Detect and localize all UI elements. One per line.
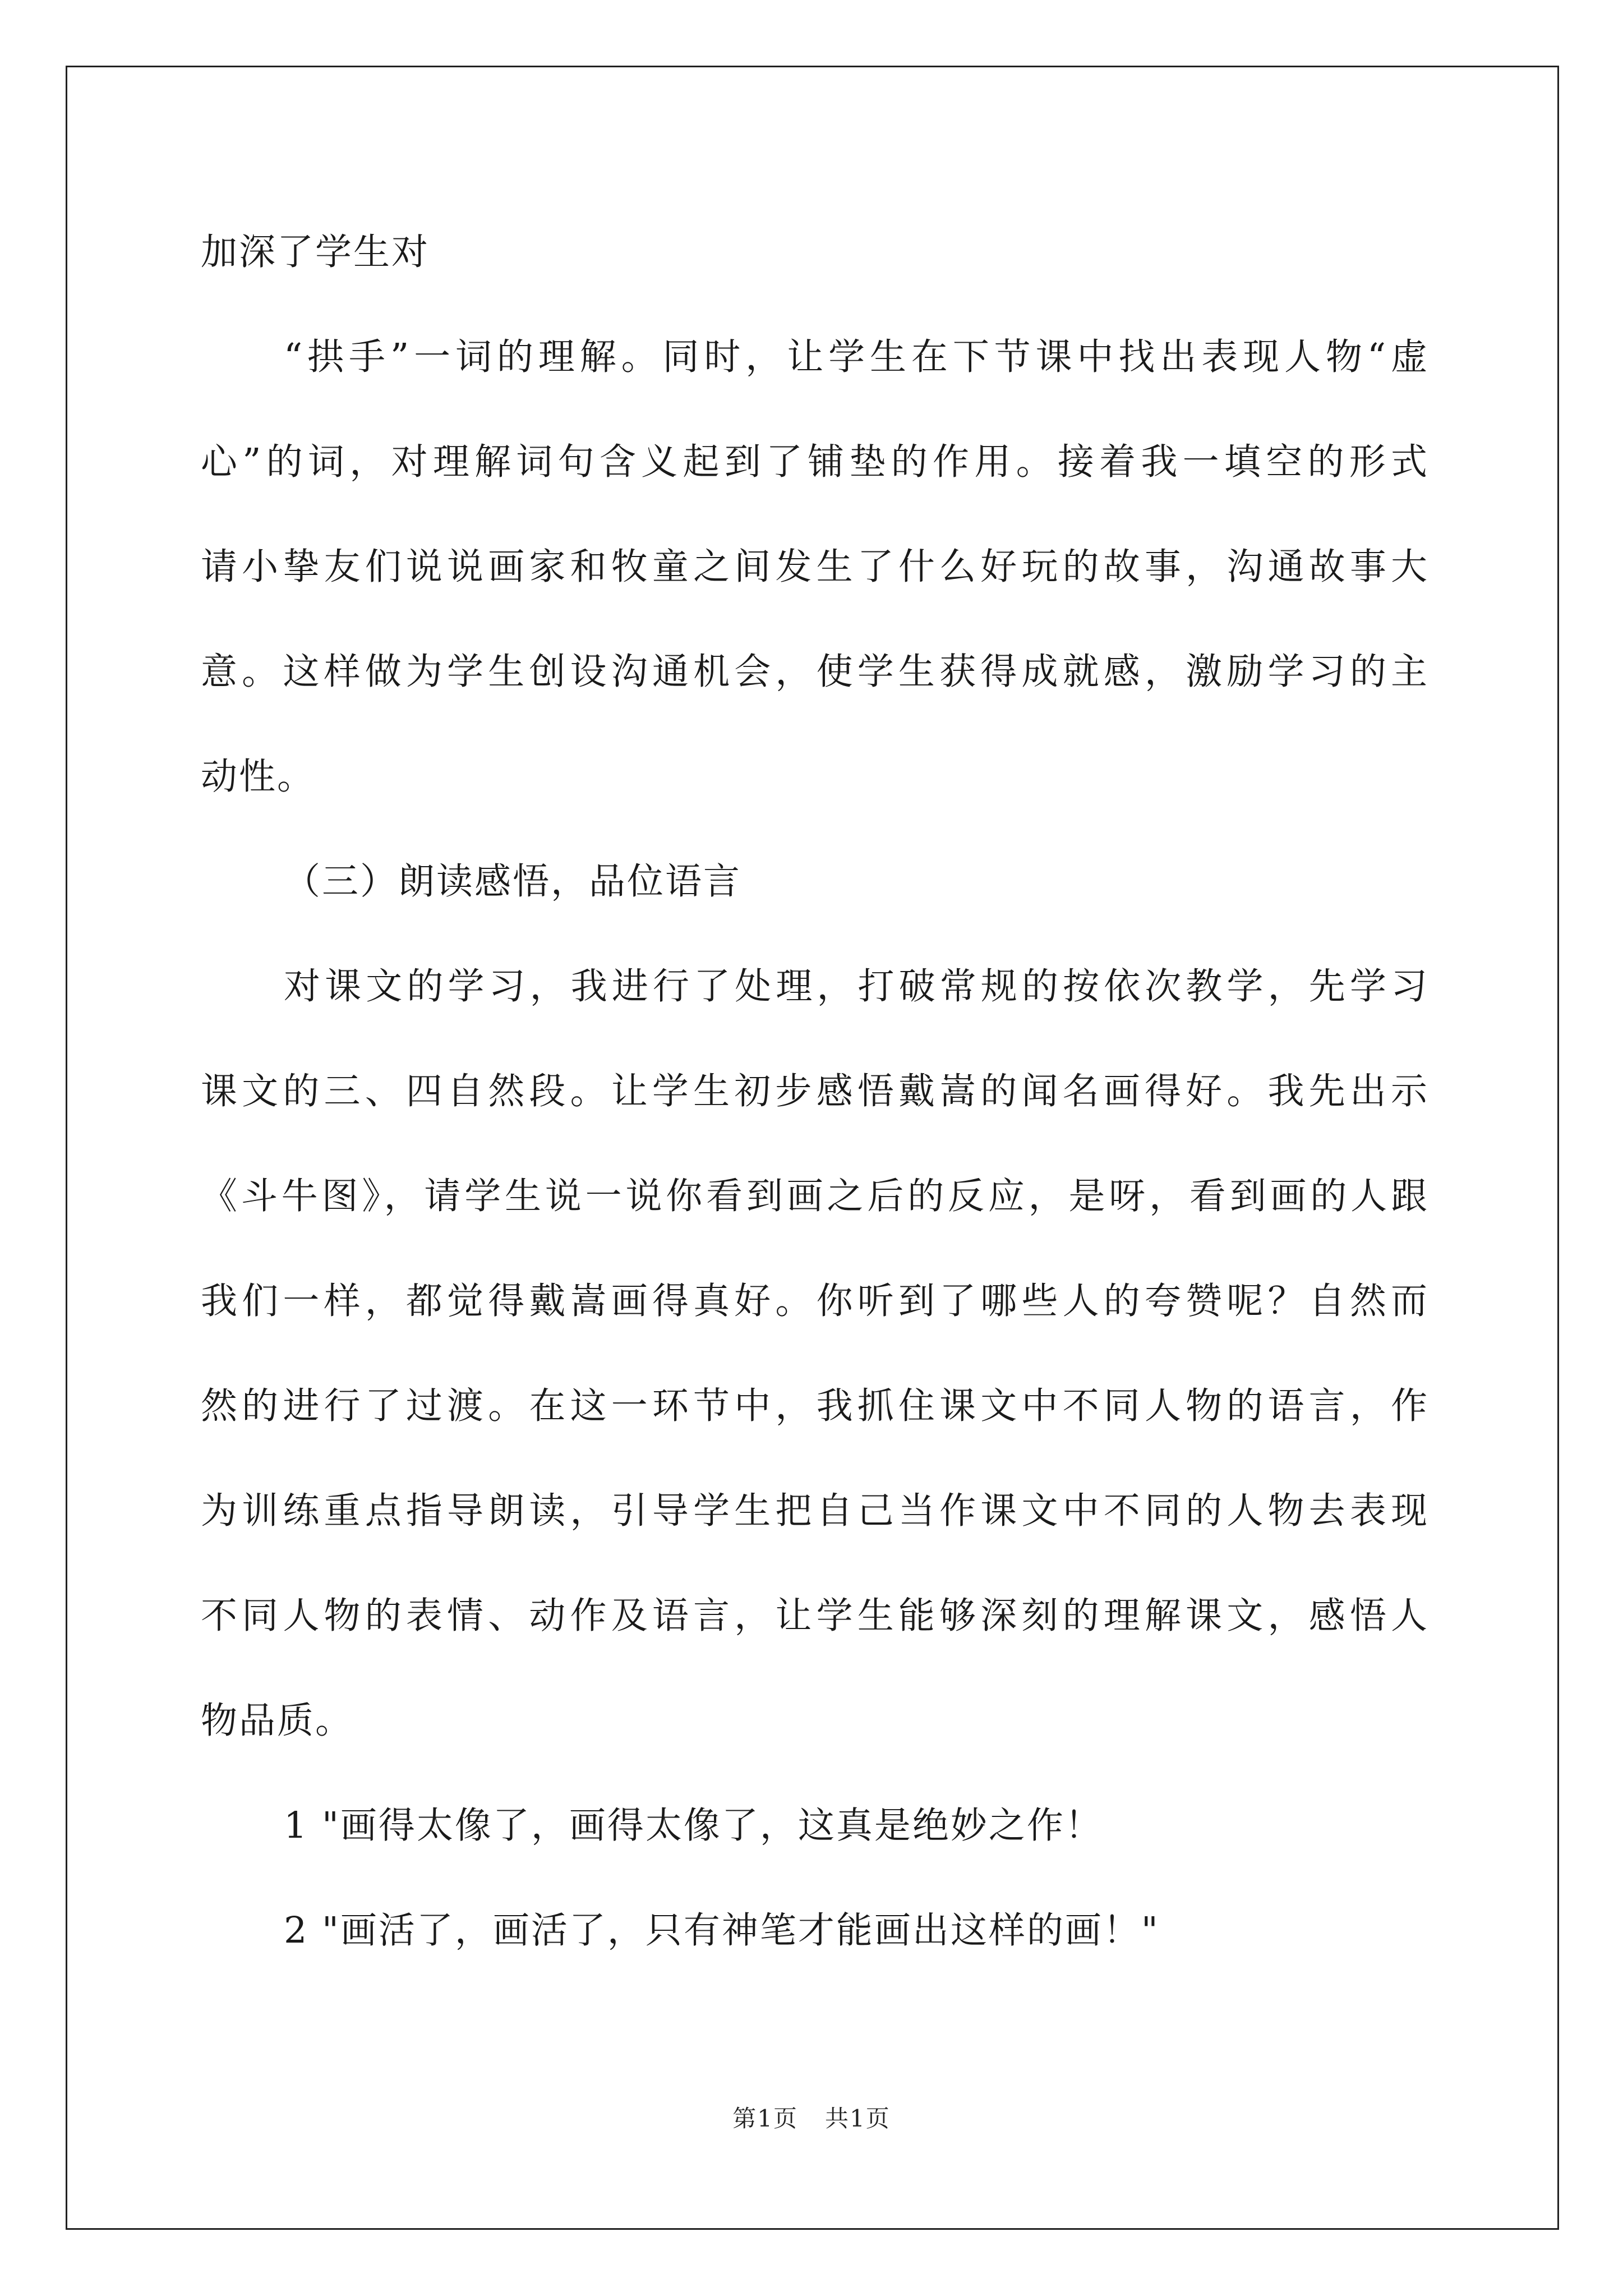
- text-line: 不同人物的表情、动作及语言，让学生能够深刻的理解课文，感悟人: [201, 1595, 1429, 1637]
- text-line: 请小挚友们说说画家和牧童之间发生了什么好玩的故事，沟通故事大: [201, 546, 1429, 588]
- quote-line: 1 "画得太像了，画得太像了，这真是绝妙之作！: [284, 1805, 1103, 1847]
- text-line: 《斗牛图》，请学生说一说你看到画之后的反应，是呀，看到画的人跟: [201, 1175, 1429, 1217]
- text-line: 对课文的学习，我进行了处理，打破常规的按依次教学，先学习: [284, 965, 1429, 1007]
- text-line: 意。这样做为学生创设沟通机会，使学生获得成就感，激励学习的主: [201, 651, 1429, 693]
- text-line: 为训练重点指导朗读，引导学生把自己当作课文中不同的人物去表现: [201, 1490, 1429, 1532]
- page-number: 第1页: [732, 2105, 798, 2132]
- document-body: [201, 213, 1429, 1996]
- text-line: 我们一样，都觉得戴嵩画得真好。你听到了哪些人的夸赞呢？自然而: [201, 1280, 1429, 1322]
- text-line: 心”的词，对理解词句含义起到了铺垫的作用。接着我一填空的形式: [201, 441, 1429, 483]
- quote-line: 2 "画活了，画活了，只有神笔才能画出这样的画！": [284, 1910, 1160, 1952]
- text-line: 加深了学生对: [201, 231, 430, 273]
- page-footer: [0, 2100, 1623, 2134]
- section-heading: （三）朗读感悟，品位语言: [284, 861, 742, 903]
- text-line: 动性。: [201, 756, 316, 798]
- text-line: 物品质。: [201, 1700, 354, 1742]
- text-line: 然的进行了过渡。在这一环节中，我抓住课文中不同人物的语言，作: [201, 1385, 1429, 1427]
- page-total: 共1页: [825, 2105, 891, 2132]
- text-line: “拱手”一词的理解。同时，让学生在下节课中找出表现人物“虚: [284, 336, 1429, 378]
- text-line: 课文的三、四自然段。让学生初步感悟戴嵩的闻名画得好。我先出示: [201, 1070, 1429, 1112]
